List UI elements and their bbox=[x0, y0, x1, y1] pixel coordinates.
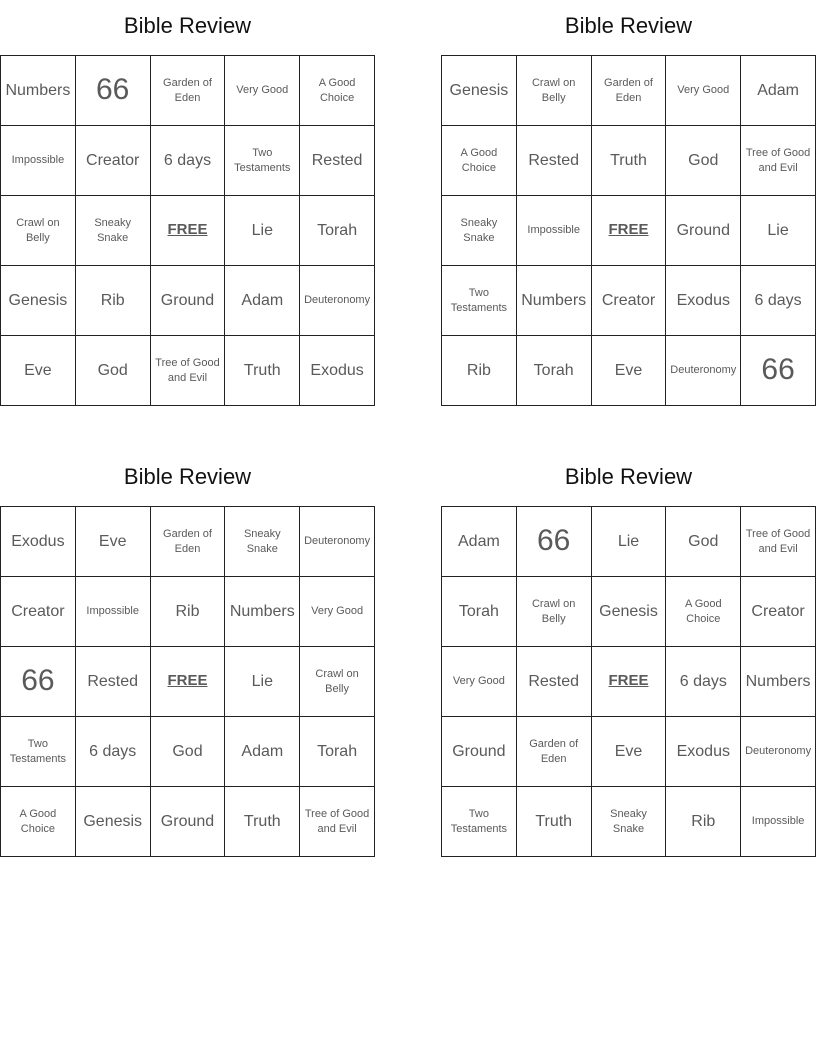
bingo-cell: Garden of Eden bbox=[151, 507, 226, 577]
card-title: Bible Review bbox=[564, 464, 693, 489]
bingo-cell: A Good Choice bbox=[442, 126, 517, 196]
bingo-cell: Rested bbox=[517, 126, 592, 196]
bingo-cell: Rested bbox=[76, 647, 151, 717]
bingo-cell: Crawl on Belly bbox=[517, 56, 592, 126]
bingo-cell: Very Good bbox=[442, 647, 517, 717]
bingo-cell: Impossible bbox=[76, 577, 151, 647]
bingo-cell: Rested bbox=[517, 647, 592, 717]
bingo-cell: Crawl on Belly bbox=[1, 196, 76, 266]
bingo-cell: Numbers bbox=[517, 266, 592, 336]
bingo-cell: Adam bbox=[741, 56, 816, 126]
bingo-cell: A Good Choice bbox=[666, 577, 741, 647]
bingo-cell: Adam bbox=[442, 507, 517, 577]
bingo-card-3 bbox=[0, 451, 375, 857]
bingo-card-4 bbox=[441, 451, 816, 857]
bingo-cell: Exodus bbox=[666, 717, 741, 787]
bingo-cell: Ground bbox=[151, 266, 226, 336]
bingo-cell: Creator bbox=[592, 266, 667, 336]
bingo-cell: A Good Choice bbox=[300, 56, 375, 126]
bingo-cell: Tree of Good and Evil bbox=[300, 787, 375, 857]
bingo-cell: God bbox=[666, 507, 741, 577]
bingo-cell: Numbers bbox=[1, 56, 76, 126]
bingo-cell: Deuteronomy bbox=[741, 717, 816, 787]
bingo-cell: Torah bbox=[442, 577, 517, 647]
bingo-cell: Truth bbox=[592, 126, 667, 196]
bingo-cell: Ground bbox=[151, 787, 226, 857]
bingo-cell: Impossible bbox=[741, 787, 816, 857]
bingo-cell: Tree of Good and Evil bbox=[741, 507, 816, 577]
bingo-cell: Eve bbox=[592, 717, 667, 787]
bingo-cell: Creator bbox=[741, 577, 816, 647]
bingo-cell: Two Testaments bbox=[442, 787, 517, 857]
bingo-cell: Crawl on Belly bbox=[517, 577, 592, 647]
bingo-cell: Adam bbox=[225, 717, 300, 787]
bingo-cell: Ground bbox=[442, 717, 517, 787]
bingo-grid bbox=[441, 506, 816, 857]
bingo-cell: Two Testaments bbox=[442, 266, 517, 336]
bingo-cell: Lie bbox=[592, 507, 667, 577]
card-title: Bible Review bbox=[123, 464, 252, 489]
bingo-cell: Deuteronomy bbox=[300, 266, 375, 336]
bingo-cell: Rib bbox=[442, 336, 517, 406]
bingo-cell: Very Good bbox=[666, 56, 741, 126]
free-space: FREE bbox=[151, 647, 226, 717]
bingo-cell: Creator bbox=[76, 126, 151, 196]
bingo-grid bbox=[0, 506, 375, 857]
bingo-cell: 66 bbox=[741, 336, 816, 406]
bingo-cell: Deuteronomy bbox=[666, 336, 741, 406]
bingo-card-2 bbox=[441, 0, 816, 406]
bingo-cell: Exodus bbox=[1, 507, 76, 577]
bingo-cell: Torah bbox=[300, 717, 375, 787]
bingo-cell: Sneaky Snake bbox=[225, 507, 300, 577]
bingo-cell: Sneaky Snake bbox=[76, 196, 151, 266]
bingo-cell: Two Testaments bbox=[225, 126, 300, 196]
bingo-cell: Truth bbox=[225, 787, 300, 857]
bingo-cell: Lie bbox=[741, 196, 816, 266]
bingo-cell: Rested bbox=[300, 126, 375, 196]
bingo-card-1 bbox=[0, 0, 375, 406]
free-space: FREE bbox=[151, 196, 226, 266]
card-title: Bible Review bbox=[564, 13, 693, 38]
bingo-cell: God bbox=[76, 336, 151, 406]
free-space: FREE bbox=[592, 647, 667, 717]
bingo-cell: 6 days bbox=[76, 717, 151, 787]
bingo-grid bbox=[0, 55, 375, 406]
bingo-cell: Numbers bbox=[741, 647, 816, 717]
bingo-cell: Torah bbox=[300, 196, 375, 266]
bingo-cell: Genesis bbox=[1, 266, 76, 336]
bingo-cell: Ground bbox=[666, 196, 741, 266]
bingo-cell: Genesis bbox=[442, 56, 517, 126]
bingo-cell: God bbox=[151, 717, 226, 787]
bingo-cell: Creator bbox=[1, 577, 76, 647]
bingo-cell: Genesis bbox=[76, 787, 151, 857]
bingo-cell: Garden of Eden bbox=[517, 717, 592, 787]
bingo-cell: Eve bbox=[592, 336, 667, 406]
bingo-cell: A Good Choice bbox=[1, 787, 76, 857]
bingo-cell: Exodus bbox=[666, 266, 741, 336]
bingo-grid bbox=[441, 55, 816, 406]
bingo-cell: Sneaky Snake bbox=[442, 196, 517, 266]
bingo-cell: Rib bbox=[76, 266, 151, 336]
bingo-cell: Rib bbox=[151, 577, 226, 647]
bingo-cell: Two Testaments bbox=[1, 717, 76, 787]
bingo-cell: Sneaky Snake bbox=[592, 787, 667, 857]
bingo-cell: 66 bbox=[517, 507, 592, 577]
bingo-cell: God bbox=[666, 126, 741, 196]
bingo-cell: Impossible bbox=[517, 196, 592, 266]
bingo-cell: Genesis bbox=[592, 577, 667, 647]
bingo-cell: Truth bbox=[225, 336, 300, 406]
bingo-cell: Impossible bbox=[1, 126, 76, 196]
bingo-cell: Deuteronomy bbox=[300, 507, 375, 577]
bingo-cell: Crawl on Belly bbox=[300, 647, 375, 717]
bingo-cell: Eve bbox=[76, 507, 151, 577]
bingo-cell: Garden of Eden bbox=[592, 56, 667, 126]
bingo-cell: 6 days bbox=[741, 266, 816, 336]
bingo-cell: 66 bbox=[76, 56, 151, 126]
bingo-cell: 66 bbox=[1, 647, 76, 717]
bingo-cell: Very Good bbox=[225, 56, 300, 126]
bingo-cell: Lie bbox=[225, 647, 300, 717]
bingo-cell: Lie bbox=[225, 196, 300, 266]
bingo-cell: 6 days bbox=[151, 126, 226, 196]
bingo-cell: Very Good bbox=[300, 577, 375, 647]
bingo-cell: Eve bbox=[1, 336, 76, 406]
bingo-cell: Rib bbox=[666, 787, 741, 857]
bingo-cell: Exodus bbox=[300, 336, 375, 406]
bingo-cell: 6 days bbox=[666, 647, 741, 717]
bingo-cell: Garden of Eden bbox=[151, 56, 226, 126]
bingo-cell: Tree of Good and Evil bbox=[151, 336, 226, 406]
card-title: Bible Review bbox=[123, 13, 252, 38]
bingo-cell: Torah bbox=[517, 336, 592, 406]
free-space: FREE bbox=[592, 196, 667, 266]
bingo-cell: Adam bbox=[225, 266, 300, 336]
bingo-cell: Truth bbox=[517, 787, 592, 857]
bingo-cell: Tree of Good and Evil bbox=[741, 126, 816, 196]
bingo-cell: Numbers bbox=[225, 577, 300, 647]
